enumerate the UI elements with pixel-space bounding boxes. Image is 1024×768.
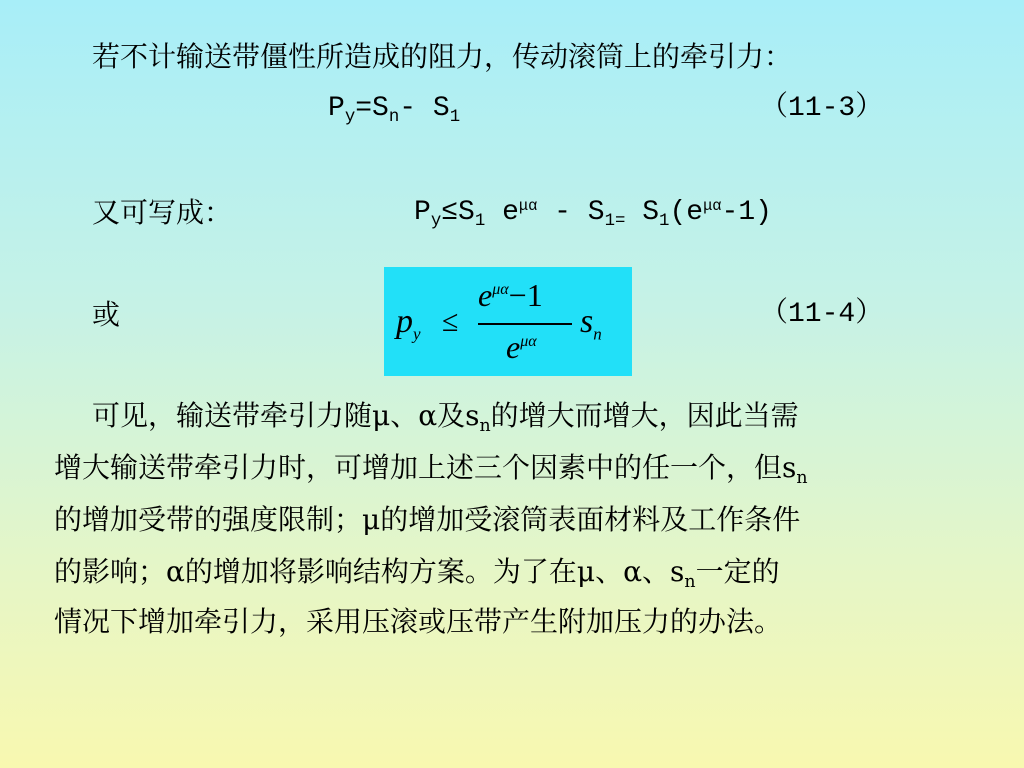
conclusion-line-4: 的影响；α的增加将影响结构方案。为了在μ、α、$s_n$一定的 xyxy=(54,555,780,593)
equation-number-11-4: （11-4） xyxy=(760,299,884,330)
conclusion-line-5: 情况下增加牵引力，采用压滚或压带产生附加压力的办法。 xyxy=(54,605,783,638)
formula-rhs: $s_n$ xyxy=(580,303,602,344)
conclusion-line-1: 可见，输送带牵引力随μ、α及$s_n$的增大而增大，因此当需 xyxy=(92,399,799,437)
formula-numerator: $e^{\mu\alpha}-1$ xyxy=(478,277,543,313)
equation-number-11-3: （11-3） xyxy=(760,93,884,124)
conclusion-line-3: 的增加受带的强度限制；μ的增加受滚筒表面材料及工作条件 xyxy=(54,503,801,536)
formula-denominator: $e^{\mu\alpha}$ xyxy=(506,329,537,365)
fraction-bar xyxy=(478,323,572,325)
formula-lhs: $p_y$ xyxy=(396,303,421,344)
formula-11-4-box xyxy=(384,267,632,376)
intro-text: 若不计输送带僵性所造成的阻力，传动滚筒上的牵引力： xyxy=(92,40,793,73)
conclusion-line-2: 增大输送带牵引力时，可增加上述三个因素中的任一个，但$s_n$ xyxy=(54,451,808,489)
or-label: 或 xyxy=(92,298,121,331)
rewrite-label: 又可写成： xyxy=(92,196,233,229)
equation-rewrite: $P_y\le S_1$ $e^{\mu\alpha} - S_{1=}$ $S_1(e^{\mu\alpha}-1)$ xyxy=(414,196,772,232)
equation-11-3: $P_y=S_n-$ $S_1$ xyxy=(328,93,461,128)
formula-leq-sign: ≤ xyxy=(442,305,459,338)
